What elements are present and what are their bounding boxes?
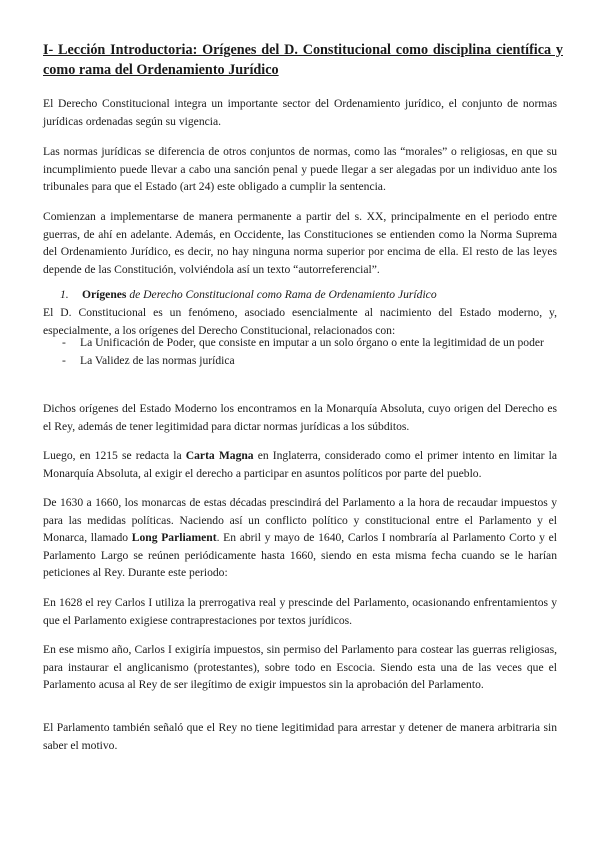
carta-magna-after: en Inglaterra, considerado como el primer intento en limitar la Monarquía Absoluta, al exigir el derecho a participar en asuntos políticos por parte del pueblo. [43,449,557,480]
paragraph-carta-magna [43,447,557,482]
list-dash: - [62,336,66,349]
paragraph-legal-norms: Las normas jurídicas se diferencia de otros conjuntos de normas, como las “morales” o religiosas, en que su incumplimiento puede llevar a cabo una sanción penal y puede llegar a ser alegadas por un individuo ante los tribunales para que el Estado (art 24) este obligado a cumplir la sentencia. [43,145,557,194]
long-parliament-term: Long Parliament [131,531,217,545]
paragraph-1628: En 1628 el rey Carlos I utiliza la prerrogativa real y prescinde del Parlamento, ocasionando enfrentamientos y que el Parlamento exigiese contraprestaciones por textos jurídicos. [43,596,557,627]
list-item-text: La Unificación de Poder, que consiste en imputar a un solo órgano o ente la legitimidad de un poder [80,336,544,349]
carta-magna-term: Carta Magna [185,449,254,462]
section-number: 1. [60,288,69,301]
section-heading [60,286,560,304]
section-heading-rest: de Derecho Constitucional como Rama de Ordenamiento Jurídico [126,288,437,301]
page-title: I- Lección Introductoria: Orígenes del D. Constitucional como disciplina científica y como rama del Ordenamiento Jurídico [43,42,563,78]
paragraph-constitutions: Comienzan a implementarse de manera permanente a partir del s. XX, principalmente en el periodo entre guerras, de ahí en adelante. Además, en Occidente, las Constituciones se entienden como la Norma Suprema del Ordenamiento Jurídico, es decir, no hay ninguna norma superior por encima de ella. El resto de las leyes depende de las Constitución, volviéndola así un texto “autorreferencial”. [43,210,557,276]
paragraph-modern-state: El D. Constitucional es un fenómeno, asociado esencialmente al nacimiento del Estado moderno, y, especialmente, a los orígenes del Derecho Constitucional, relacionados con: [43,306,557,337]
paragraph-absolute-monarchy: Dichos orígenes del Estado Moderno los encontramos en la Monarquía Absoluta, cuyo origen del Derecho es el Rey, además de tener legitimidad para dictar normas jurídicas a los súbditos. [43,402,557,433]
long-parliament-after: . En abril y mayo de 1640, Carlos I nombraría al Parlamento Corto y el Parlamento Largo se reúnen periódicamente hasta 1660, siendo en esta misma fecha cuando se le harían peticiones al Rey. Durante este periodo: [43,531,557,580]
list-item [60,352,557,370]
paragraph-long-parliament [43,494,557,582]
paragraph-intro: El Derecho Constitucional integra un importante sector del Ordenamiento jurídico, el conjunto de normas jurídicas ordenadas según su vigencia. [43,97,557,128]
list-item [60,334,557,352]
paragraph-taxes: En ese mismo año, Carlos I exigiría impuestos, sin permiso del Parlamento para costear las guerras religiosas, para instaurar el anglicanismo (protestantes), sobre todo en Escocia. Siendo esta una de las veces que el Parlamento acusa al Rey de ser ilegítimo de exigir impuestos sin la aprobación del Parlamento. [43,643,557,692]
list-dash: - [62,353,66,367]
list-item-text: La Validez de las normas jurídica [80,353,235,367]
section-heading-bold: Orígenes [82,288,127,301]
origins-list [60,334,557,369]
long-parliament-before: De 1630 a 1660, los monarcas de estas décadas prescindirá del Parlamento a la hora de recaudar impuestos y para las medidas políticas. Naciendo así un conflicto político y constitucional entre el Parlamento y el Monarca, llamado [43,496,557,545]
paragraph-arrest: El Parlamento también señaló que el Rey no tiene legitimidad para arrestar y detener de manera arbitraria sin saber el motivo. [43,721,557,752]
carta-magna-before: Luego, en 1215 se redacta la [43,449,186,462]
